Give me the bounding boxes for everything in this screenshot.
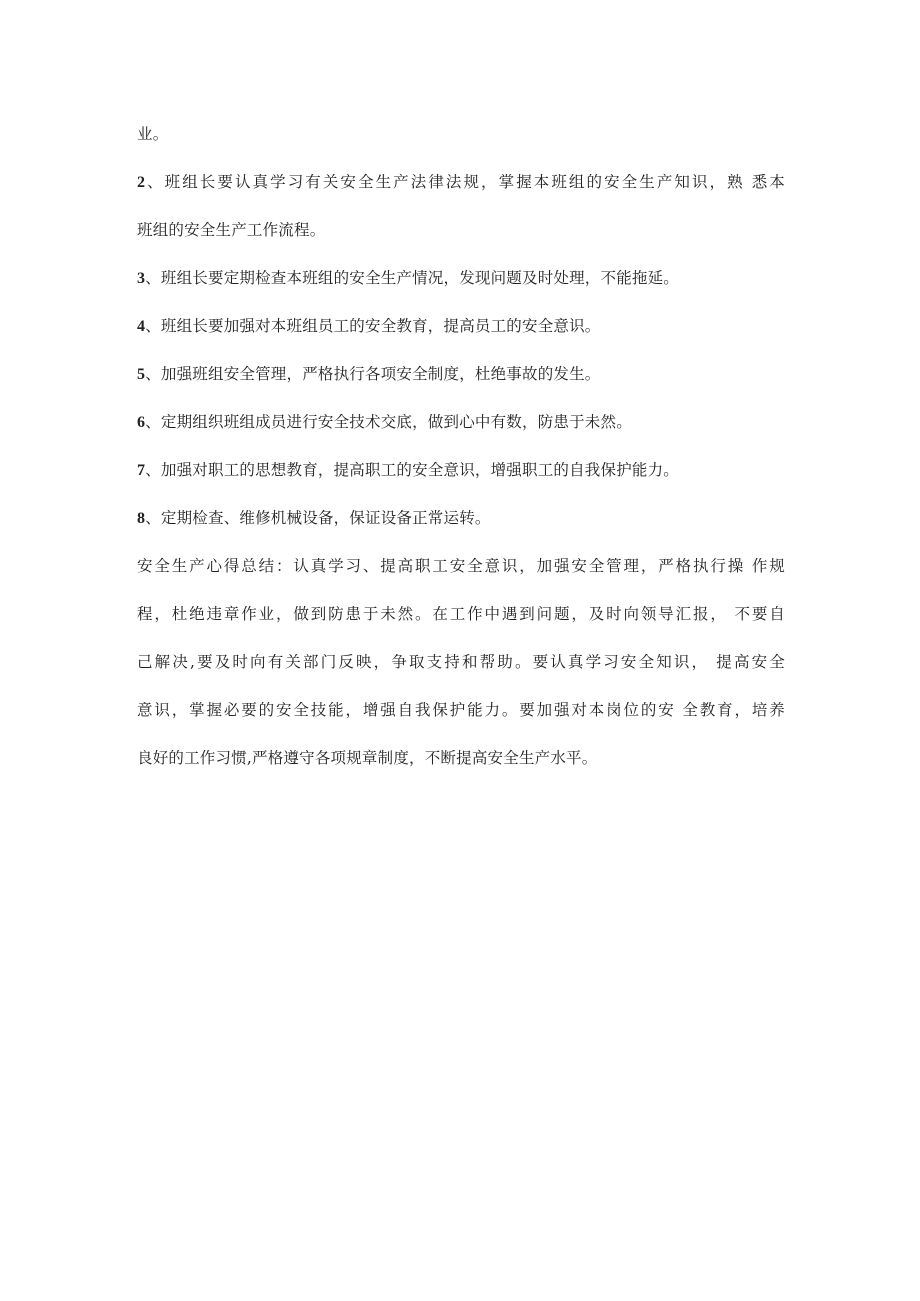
list-item-number: 3: [137, 270, 146, 287]
list-item-number: 8: [137, 510, 146, 527]
list-item-number: 4: [137, 318, 146, 335]
summary-text: 良好的工作习惯,严格遵守各项规章制度，不断提高安全生产水平。: [137, 749, 598, 767]
list-item-text: 、班组长要加强对本班组员工的安全教育，提高员工的安全意识。: [145, 317, 601, 335]
summary-line-1: [137, 550, 785, 582]
list-item-text: 、加强对职工的思想教育，提高职工的安全意识，增强职工的自我保护能力。: [145, 461, 680, 479]
summary-text: 意识，掌握必要的安全技能，增强自我保护能力。要加强对本岗位的安 全教育，培养: [137, 701, 785, 719]
list-item-text: 、班组长要定期检查本班组的安全生产情况，发现问题及时处理，不能拖延。: [145, 269, 680, 287]
document-body: [137, 118, 785, 790]
list-item-number: 7: [137, 462, 146, 479]
list-item-2-line-2: [137, 214, 785, 246]
summary-line-4: [137, 694, 785, 726]
list-item-number: 2: [137, 174, 146, 191]
summary-text: 程，杜绝违章作业，做到防患于未然。在工作中遇到问题，及时向领导汇报， 不要自: [137, 605, 785, 623]
list-item-4: [137, 310, 785, 342]
paragraph-fragment: [137, 118, 785, 150]
list-item-text: 、定期组织班组成员进行安全技术交底，做到心中有数，防患于未然。: [145, 413, 632, 431]
list-item-2-line-1: [137, 166, 785, 198]
list-item-text: 班组的安全生产工作流程。: [137, 221, 326, 239]
list-item-number: 5: [137, 366, 146, 383]
list-item-7: [137, 454, 785, 486]
list-item-8: [137, 502, 785, 534]
summary-line-5: [137, 742, 785, 774]
list-item-3: [137, 262, 785, 294]
summary-text: 安全生产心得总结：认真学习、提高职工安全意识，加强安全管理，严格执行操 作规: [137, 557, 785, 575]
list-item-5: [137, 358, 785, 390]
list-item-6: [137, 406, 785, 438]
summary-text: 己解决,要及时向有关部门反映，争取支持和帮助。要认真学习安全知识， 提高安全: [137, 653, 785, 671]
list-item-text: 、定期检查、维修机械设备，保证设备正常运转。: [145, 509, 491, 527]
fragment-text: 业。: [137, 125, 169, 143]
summary-line-2: [137, 598, 785, 630]
list-item-text: 、加强班组安全管理，严格执行各项安全制度，杜绝事故的发生。: [145, 365, 601, 383]
summary-line-3: [137, 646, 785, 678]
list-item-text: 、班组长要认真学习有关安全生产法律法规，掌握本班组的安全生产知识，熟 悉本: [145, 173, 785, 191]
list-item-number: 6: [137, 414, 146, 431]
